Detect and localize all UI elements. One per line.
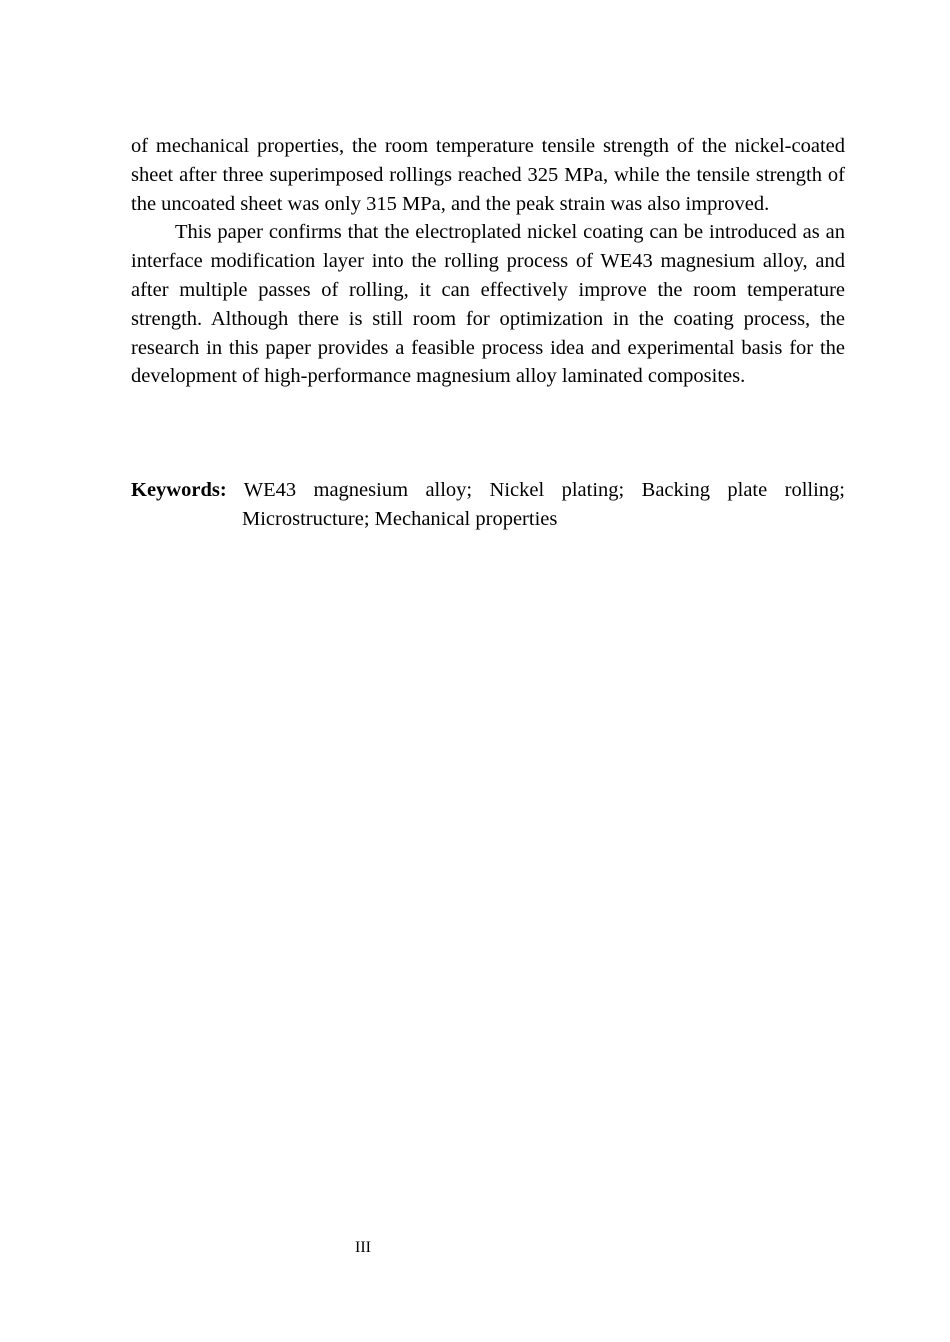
abstract-body: [131, 132, 845, 391]
keywords-section: [131, 476, 845, 534]
abstract-paragraph-conclusion: This paper confirms that the electroplated nickel coating can be introduced as an interface modification layer into the rolling process of WE43 magnesium alloy, and after multiple passes of rolling, it can effectively improve the room temperature strength. Although there is still room for optimization in the coating process, the research in this paper provides a feasible process idea and experimental basis for the development of high-performance magnesium alloy laminated composites.: [131, 221, 845, 388]
page-number: III: [355, 1239, 371, 1256]
abstract-paragraph-continued: of mechanical properties, the room temperature tensile strength of the nickel-coated sheet after three superimposed rollings reached 325 MPa, while the tensile strength of the uncoated sheet was only 315 MPa, and the peak strain was also improved.: [131, 135, 845, 215]
keywords-label: Keywords:: [131, 479, 227, 501]
keywords-text: WE43 magnesium alloy; Nickel plating; Backing plate rolling; Microstructure; Mechanical properties: [242, 479, 846, 530]
